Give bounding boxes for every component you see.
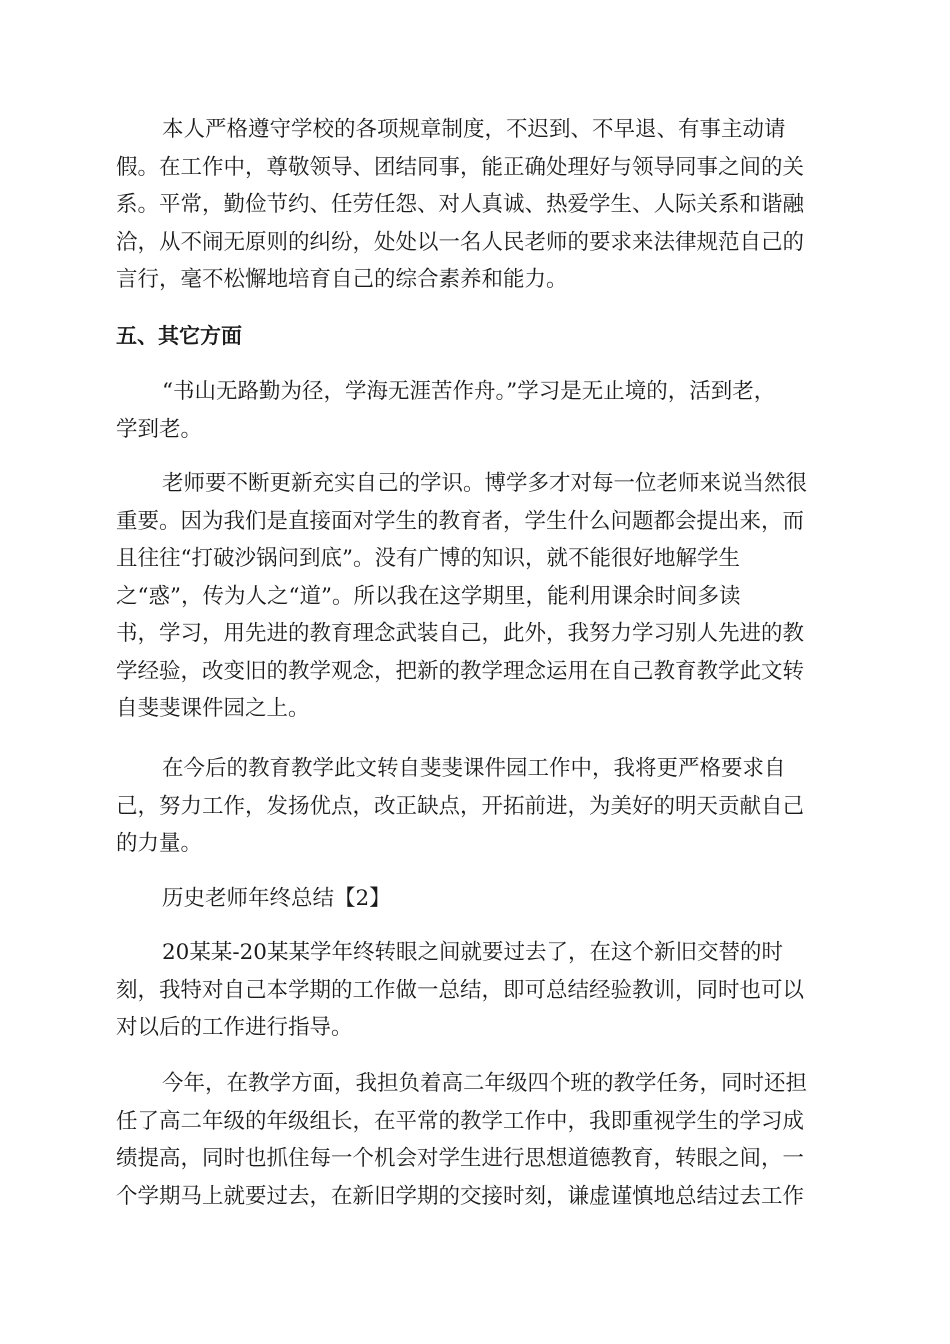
text-line: 洽，从不闹无原则的纠纷，处处以一名人民老师的要求来法律规范自己的 bbox=[116, 229, 805, 255]
text-line: 自斐斐课件园之上。 bbox=[116, 696, 310, 721]
text-line: 学经验，改变旧的教学观念，把新的教学理念运用在自己教育教学此文转 bbox=[116, 658, 805, 684]
text-line: 任了高二年级的年级组长，在平常的教学工作中，我即重视学生的学习成 bbox=[116, 1108, 805, 1134]
text-line: 刻，我特对自己本学期的工作做一总结，即可总结经验教训，同时也可以 bbox=[116, 977, 805, 1003]
text-line: 之“惑”，传为人之“道”。所以我在这学期里，能利用课余时间多读 bbox=[116, 583, 741, 609]
paragraph-year-end bbox=[116, 934, 836, 1047]
text-line: 个学期马上就要过去，在新旧学期的交接时刻，谦虚谨慎地总结过去工作 bbox=[116, 1183, 805, 1209]
text-line: 的力量。 bbox=[116, 831, 203, 856]
paragraph-quote bbox=[116, 373, 836, 448]
paragraph-discipline bbox=[116, 111, 836, 299]
text-line: 20某某-20某某学年终转眼之间就要过去了，在这个新旧交替的时 bbox=[162, 940, 783, 965]
text-line: 在今后的教育教学此文转自斐斐课件园工作中，我将更严格要求自 bbox=[162, 756, 786, 781]
subtitle-text: 历史老师年终总结【2】 bbox=[162, 886, 391, 911]
text-line: 学到老。 bbox=[116, 416, 203, 442]
text-line: 老师要不断更新充实自己的学识。博学多才对每一位老师来说当然很 bbox=[162, 471, 808, 496]
text-line: 书，学习，用先进的教育理念武装自己，此外，我努力学习别人先进的教 bbox=[116, 621, 805, 646]
text-line: 且往往“打破沙锅问到底”。没有广博的知识，就不能很好地解学生 bbox=[116, 546, 740, 571]
text-line: 今年，在教学方面，我担负着高二年级四个班的教学任务，同时还担 bbox=[162, 1071, 808, 1096]
text-line: 重要。因为我们是直接面对学生的教育者，学生什么问题都会提出来，而 bbox=[116, 508, 805, 534]
paragraph-future bbox=[116, 750, 836, 863]
text-line: 对以后的工作进行指导。 bbox=[116, 1015, 353, 1040]
text-line: 绩提高，同时也抓住每一个机会对学生进行思想道德教育，转眼之间，一 bbox=[116, 1146, 805, 1171]
text-line: 言行，毫不松懈地培育自己的综合素养和能力。 bbox=[116, 267, 568, 292]
text-line: 己，努力工作，发扬优点，改正缺点，开拓前进，为美好的明天贡献自己 bbox=[116, 793, 805, 819]
section-heading bbox=[116, 318, 836, 356]
subtitle bbox=[116, 880, 836, 918]
text-line: 系。平常，勤俭节约、任劳任怨、对人真诚、热爱学生、人际关系和谐融 bbox=[116, 192, 805, 217]
text-line: 假。在工作中，尊敬领导、团结同事，能正确处理好与领导同事之间的关 bbox=[116, 154, 805, 180]
text-line: “书山无路勤为径，学海无涯苦作舟。”学习是无止境的，活到老， bbox=[162, 379, 776, 404]
text-line: 本人严格遵守学校的各项规章制度，不迟到、不早退、有事主动请 bbox=[162, 117, 786, 142]
paragraph-teaching bbox=[116, 1065, 836, 1215]
paragraph-learning bbox=[116, 465, 836, 728]
heading-text: 五、其它方面 bbox=[116, 324, 242, 348]
